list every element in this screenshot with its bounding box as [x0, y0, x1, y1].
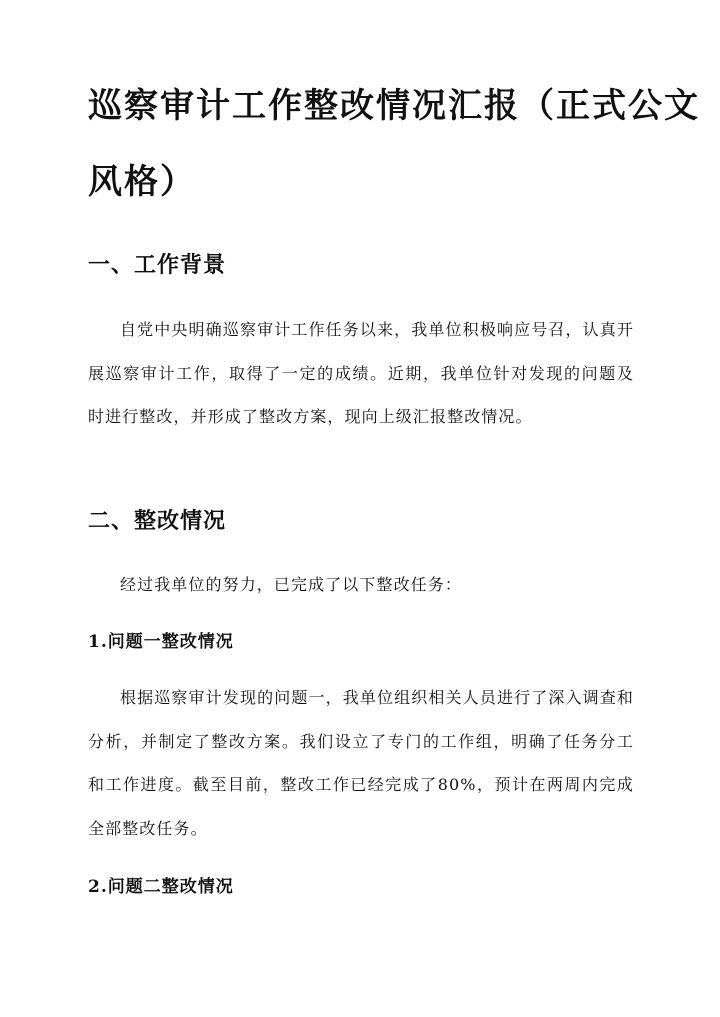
document-title-line2: 风格） — [88, 162, 196, 202]
rectification-intro-paragraph: 经过我单位的努力，已完成了以下整改任务： — [120, 575, 463, 594]
document-title-line1: 巡察审计工作整改情况汇报（正式公文 — [88, 86, 700, 126]
issue-one-paragraph: 根据巡察审计发现的问题一，我单位组织相关人员进行了深入调查和分析，并制定了整改方案。我们设立了专门的工作组，明确了任务分工和工作进度。截至目前，整改工作已经完成了80%，预计在两周内完成全部整改任务。 — [88, 688, 634, 838]
subheading-issue-two: 2.问题二整改情况 — [88, 877, 234, 897]
background-paragraph: 自党中央明确巡察审计工作任务以来，我单位积极响应号召，认真开展巡察审计工作，取得了一定的成绩。近期，我单位针对发现的问题及时进行整改，并形成了整改方案，现向上级汇报整改情况。 — [88, 320, 634, 427]
section-heading-rectification: 二、整改情况 — [88, 508, 227, 534]
subheading-issue-one: 1.问题一整改情况 — [88, 632, 234, 652]
section-heading-background: 一、工作背景 — [88, 252, 227, 278]
